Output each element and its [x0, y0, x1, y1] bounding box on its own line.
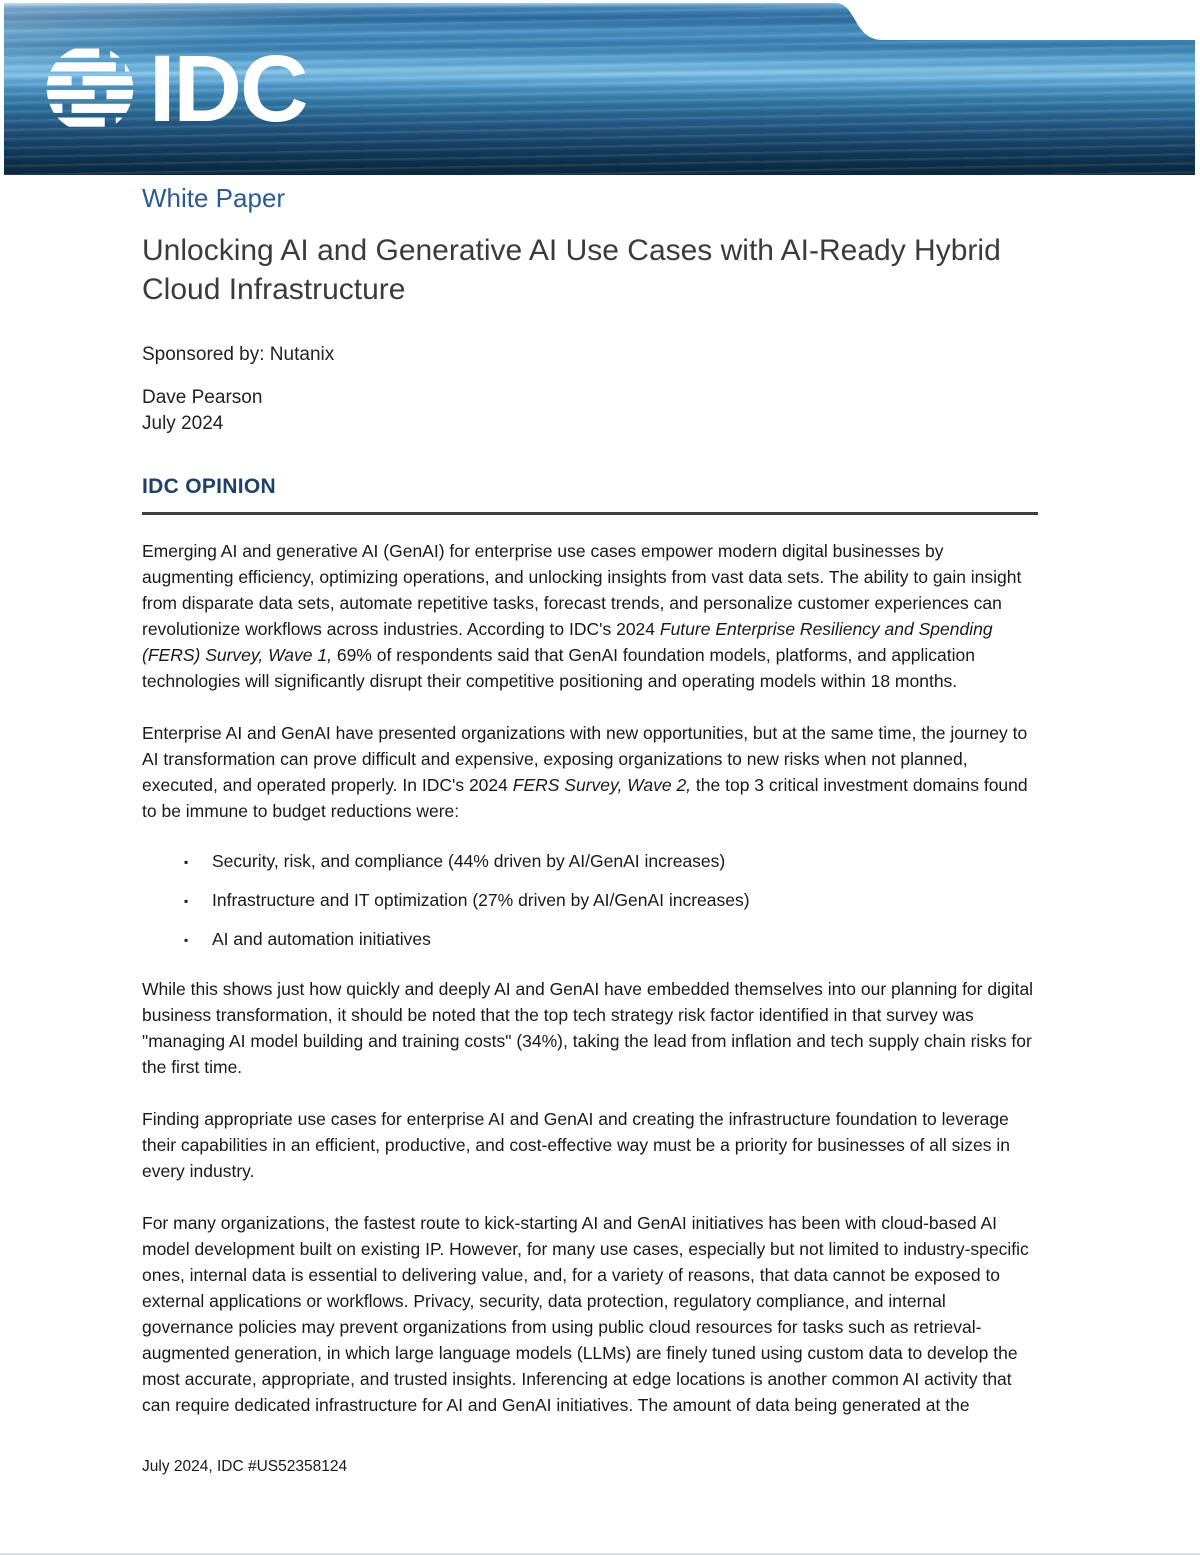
paragraph: For many organizations, the fastest route to kick-starting AI and GenAI initiatives has been with cloud-based AI model development built on existing IP. However, for many use cases, especially but not limited to industry-specific ones, internal data is essential to delivering value, and, for a variety of reasons, that data cannot be exposed to external applications or workflows. Privacy, security, data protection, regulatory compliance, and internal governance policies may prevent organizations from using public cloud resources for tasks such as retrieval-augmented generation, in which large language models (LLMs) are finely tuned using custom data to develop the most accurate, appropriate, and trusted insights. Inferencing at edge locations is another common AI activity that can require dedicated infrastructure for AI and GenAI initiatives. The amount of data being generated at the: [142, 1213, 1029, 1415]
banner-corner-notch: [835, 3, 1195, 40]
paragraph: Enterprise AI and GenAI have presented organizations with new opportunities, but at the same time, the journey to AI transformation can prove difficult and expensive, exposing organizations to new risks when not planned, executed, and operated properly. In IDC's 2024 FERS Survey, Wave 2, the top 3 critical investment domains found to be immune to budget reductions were:: [142, 723, 1028, 821]
byline: [142, 385, 1038, 437]
doc-type-label: White Paper: [142, 183, 286, 213]
paragraph: While this shows just how quickly and deeply AI and GenAI have embedded themselves into our planning for digital business transformation, it should be noted that the top tech strategy risk factor identified in that survey was "managing AI model building and training costs" (34%), taking the lead from inflation and tech supply chain risks for the first time.: [142, 979, 1034, 1077]
page-title: Unlocking AI and Generative AI Use Cases with AI-Ready Hybrid Cloud Infrastructure: [142, 234, 1001, 306]
pub-date: July 2024: [142, 413, 224, 434]
paragraph: Finding appropriate use cases for enterprise AI and GenAI and creating the infrastructure foundation to leverage their capabilities in an efficient, productive, and cost-effective way must be a priority for businesses of all sizes in every industry.: [142, 1109, 1010, 1181]
paragraph: Emerging AI and generative AI (GenAI) for enterprise use cases empower modern digital businesses by augmenting efficiency, optimizing operations, and unlocking insights from vast data sets. The ability to gain insight from disparate data sets, automate repetitive tasks, forecast trends, and personalize customer experiences can revolutionize workflows across industries. According to IDC's 2024 Future Enterprise Resiliency and Spending (FERS) Survey, Wave 1, 69% of respondents said that GenAI foundation models, platforms, and application technologies will significantly disrupt their competitive positioning and operating models within 18 months.: [142, 541, 1022, 691]
document-content: [142, 183, 1038, 1444]
idc-logo: [44, 36, 307, 142]
idc-logo-text: IDC: [149, 36, 307, 142]
author-name: Dave Pearson: [142, 387, 263, 408]
sponsor-line: Sponsored by: Nutanix: [142, 344, 335, 365]
section-rule: [142, 512, 1038, 515]
bullet-item: ▪ AI and automation initiatives: [182, 928, 1038, 950]
bullet-item: ▪ Infrastructure and IT optimization (27% driven by AI/GenAI increases): [182, 889, 1038, 911]
idc-globe-icon: [44, 43, 136, 135]
section-heading-idc-opinion: IDC OPINION: [142, 475, 276, 498]
footer-text: July 2024, IDC #US52358124: [142, 1458, 348, 1475]
bullet-list: [142, 850, 1038, 950]
header-banner: [4, 3, 1195, 175]
opinion-body: [142, 538, 1038, 1418]
bullet-item: ▪ Security, risk, and compliance (44% driven by AI/GenAI increases): [182, 850, 1038, 872]
